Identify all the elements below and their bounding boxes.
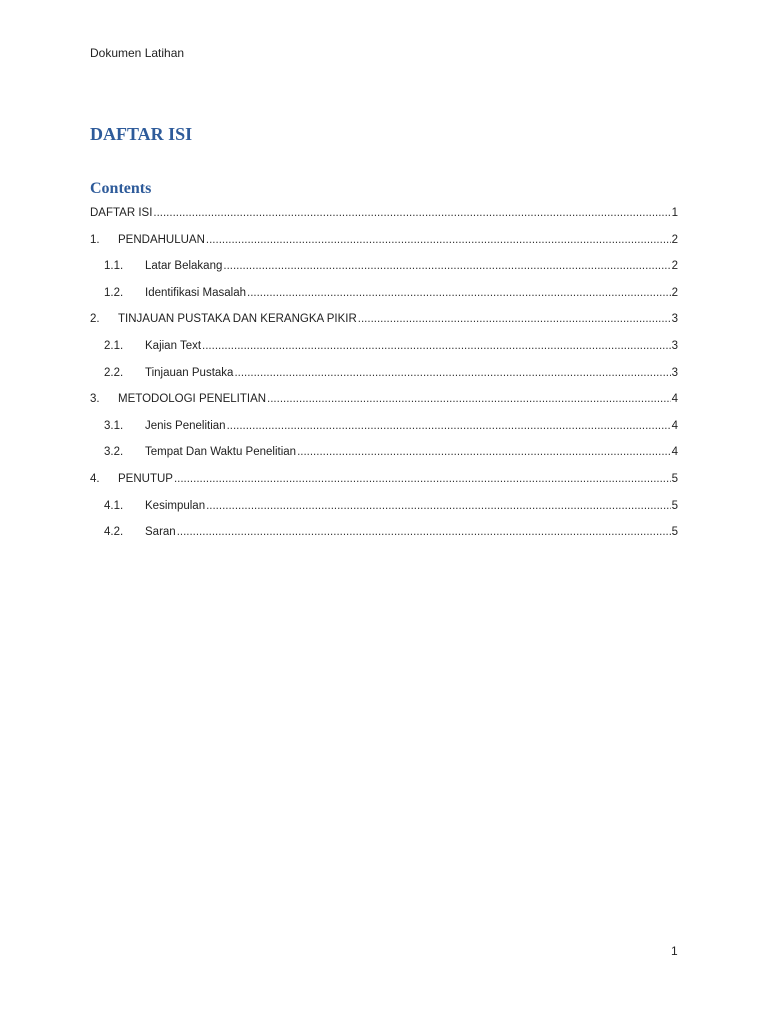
toc-entry-page: 4 (671, 446, 678, 459)
toc-entry-number: 4.2. (104, 526, 124, 539)
toc-dot-leader (177, 522, 671, 542)
toc-entry-text: Tinjauan Pustaka (145, 366, 234, 379)
toc-entry-number: 2. (90, 313, 100, 326)
toc-entry[interactable] (90, 256, 678, 283)
toc-entry-page: 1 (671, 207, 678, 219)
toc-entry-text: Saran (145, 526, 176, 539)
toc-dot-leader (234, 363, 670, 383)
toc-entry[interactable] (90, 283, 678, 310)
toc-entry-number: 1. (90, 233, 100, 246)
document-title: DAFTAR ISI (90, 124, 193, 144)
toc-entry-page: 2 (671, 260, 678, 273)
toc-entry[interactable] (90, 363, 678, 390)
toc-entry-page: 5 (671, 526, 678, 539)
toc-entry-text: Jenis Penelitian (145, 419, 226, 432)
toc-dot-leader (153, 203, 670, 223)
toc-entry-page: 5 (671, 472, 678, 485)
toc-entry-text: METODOLOGI PENELITIAN (118, 393, 267, 406)
toc-entry-number: 3.2. (104, 446, 124, 459)
toc-entry[interactable] (90, 522, 678, 549)
toc-dot-leader (206, 230, 671, 250)
toc-entry-text: Identifikasi Masalah (145, 286, 246, 299)
toc-entry-text: PENDAHULUAN (118, 233, 205, 246)
toc-dot-leader (202, 336, 671, 356)
toc-entry-number: 4.1. (104, 499, 124, 512)
toc-entry-page: 3 (671, 339, 678, 352)
toc-entry-text: Kesimpulan (145, 499, 206, 512)
toc-entry-page: 3 (671, 313, 678, 326)
toc-dot-leader (297, 442, 671, 462)
toc-dot-leader (223, 256, 670, 276)
toc-entry-number: 2.1. (104, 339, 124, 352)
toc-dot-leader (358, 309, 671, 329)
page-number: 1 (671, 944, 678, 958)
toc-entry[interactable] (90, 416, 678, 443)
toc-entry[interactable] (90, 203, 678, 230)
toc-entry-number: 3. (90, 393, 100, 406)
toc-entry[interactable] (90, 336, 678, 363)
toc-entry-text: Kajian Text (145, 339, 202, 352)
toc-entry-text: DAFTAR ISI (90, 207, 153, 219)
toc-dot-leader (174, 469, 671, 489)
toc-entry[interactable] (90, 442, 678, 469)
toc-entry[interactable] (90, 469, 678, 496)
toc-entry-text: Latar Belakang (145, 260, 223, 273)
toc-entry-text: PENUTUP (118, 472, 173, 485)
table-of-contents (90, 203, 678, 549)
toc-entry-text: TINJAUAN PUSTAKA DAN KERANGKA PIKIR (118, 313, 357, 326)
toc-entry-number: 2.2. (104, 366, 124, 379)
toc-entry-page: 5 (671, 499, 678, 512)
page-header: Dokumen Latihan (90, 46, 185, 60)
toc-entry-number: 4. (90, 472, 100, 485)
toc-entry[interactable] (90, 496, 678, 523)
toc-dot-leader (267, 389, 671, 409)
toc-entry-number: 3.1. (104, 419, 124, 432)
toc-entry[interactable] (90, 230, 678, 257)
toc-entry-page: 2 (671, 233, 678, 246)
toc-entry[interactable] (90, 309, 678, 336)
toc-entry-page: 3 (671, 366, 678, 379)
toc-entry-page: 4 (671, 393, 678, 406)
toc-entry-text: Tempat Dan Waktu Penelitian (145, 446, 297, 459)
toc-entry-page: 2 (671, 286, 678, 299)
toc-entry[interactable] (90, 389, 678, 416)
toc-heading: Contents (90, 180, 152, 197)
toc-dot-leader (206, 496, 671, 516)
toc-dot-leader (247, 283, 671, 303)
toc-dot-leader (227, 416, 671, 436)
toc-entry-page: 4 (671, 419, 678, 432)
toc-entry-number: 1.1. (104, 260, 124, 273)
toc-entry-number: 1.2. (104, 286, 124, 299)
